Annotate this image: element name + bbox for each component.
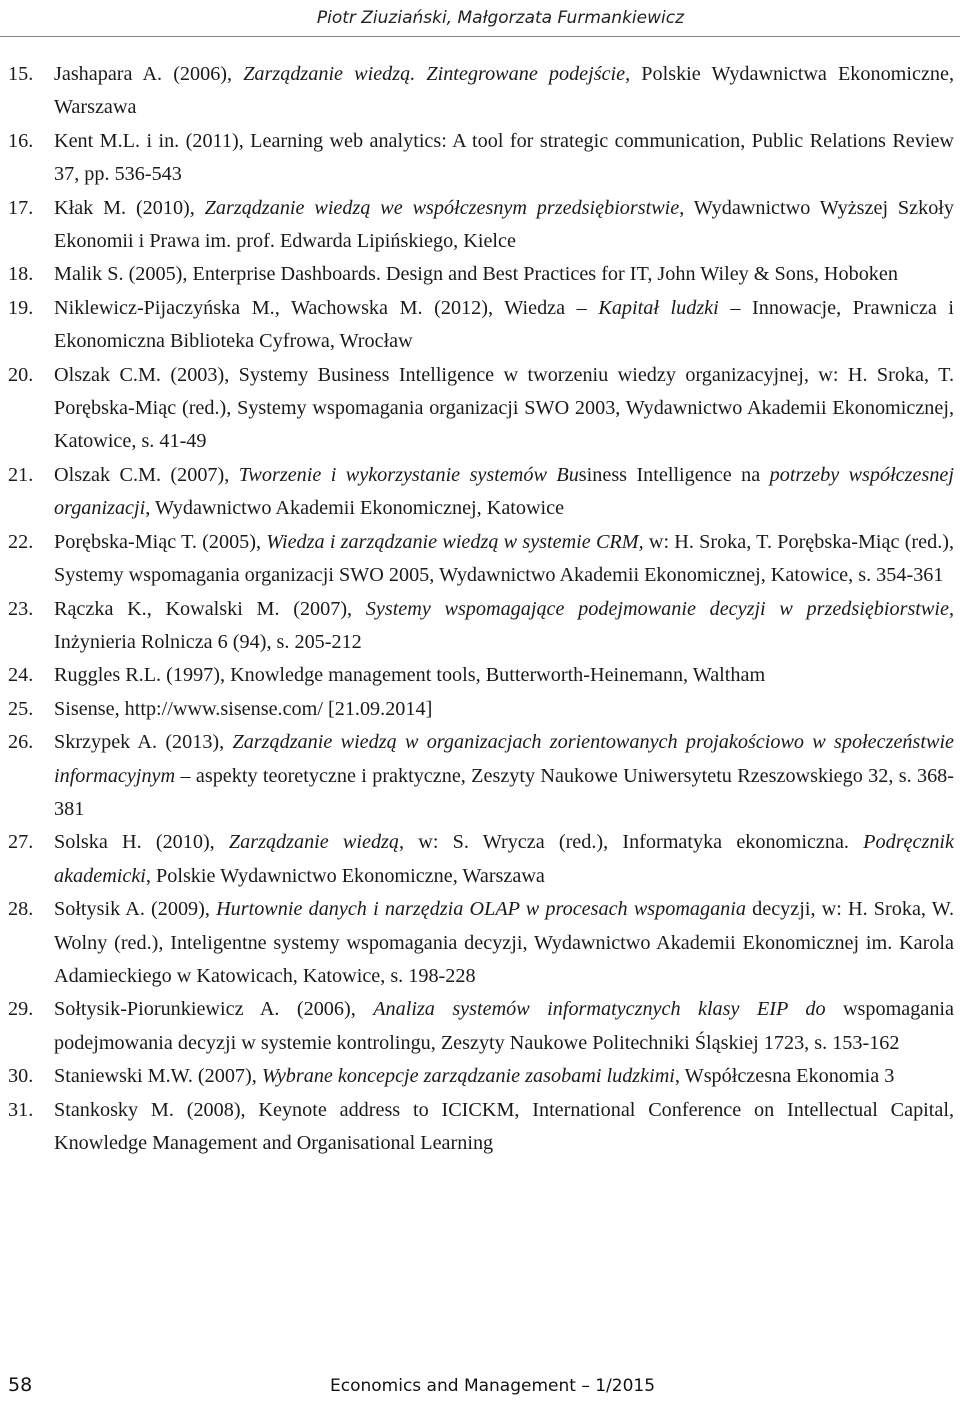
reference-item	[8, 893, 954, 993]
reference-title-italic: Zarządzanie wiedzą	[228, 831, 400, 854]
reference-text: Olszak C.M. (2007),	[54, 463, 239, 486]
reference-title-italic: Hurtownie danych i narzędzia OLAP w procesach wspomagania	[216, 898, 746, 921]
header-authors: Piotr Ziuziański, Małgorzata Furmankiewicz	[316, 8, 684, 28]
reference-number: 25.	[8, 697, 34, 720]
reference-item	[8, 659, 954, 692]
reference-number: 23.	[8, 597, 34, 620]
reference-number: 18.	[8, 263, 34, 286]
reference-text: , Polskie Wydawnictwa Ekonomiczne, Warszawa	[54, 63, 955, 119]
reference-item	[8, 1094, 954, 1161]
reference-text: , Inżynieria Rolnicza 6 (94), s. 205-212	[54, 597, 954, 653]
reference-text: , Wydawnictwo Wyższej Szkoły Ekonomii i Prawa im. prof. Edwarda Lipińskiego, Kielce	[54, 196, 954, 253]
reference-text: Skrzypek A. (2013),	[54, 731, 233, 754]
reference-number: 21.	[8, 463, 34, 486]
reference-text: w: H. Sroka, T. Porębska-Miąc (red.), Systemy wspomagania organizacji SWO 2005, Wydawnictwo Akademii Ekonomicznej, Katowice, s. 354-361	[54, 530, 955, 587]
reference-list	[8, 58, 954, 1160]
reference-text: , Wydawnictwo Akademii Ekonomicznej, Katowice	[145, 497, 565, 520]
reference-text: Malik S. (2005), Enterprise Dashboards. Design and Best Practices for IT, John Wiley & Sons, Hoboken	[54, 263, 898, 286]
reference-number: 20.	[8, 363, 34, 386]
reference-title-italic: Kapitał ludzki	[598, 296, 719, 319]
reference-title-italic: Systemy wspomagające podejmowanie decyzji w przedsiębiorstwie	[365, 597, 949, 620]
reference-title-italic: potrzeby współczesnej organizacji	[54, 463, 954, 520]
reference-item	[8, 993, 954, 1060]
page-number: 58	[8, 1374, 33, 1396]
reference-item	[8, 693, 954, 726]
reference-text: , Współczesna Ekonomia 3	[674, 1065, 895, 1088]
reference-item	[8, 526, 954, 593]
reference-text: Stankosky M. (2008), Keynote address to ICICKM, International Conference on Intellectual Capital, Knowledge Management and Organisational Learning	[54, 1098, 954, 1154]
reference-text: Solska H. (2010),	[54, 831, 229, 854]
reference-text: Sołtysik A. (2009),	[54, 898, 217, 921]
reference-item	[8, 593, 954, 660]
reference-number: 22.	[8, 530, 34, 553]
journal-title: Economics and Management – 1/2015	[330, 1376, 656, 1396]
reference-title-italic: Zarządzanie wiedzą w organizacjach zorientowanych projakościowo w społeczeństwie informacyjnym	[54, 731, 955, 787]
reference-text: – aspekty teoretyczne i praktyczne, Zeszyty Naukowe Uniwersytetu Rzeszowskiego 32, s. 368-381	[54, 764, 954, 820]
reference-text: Olszak C.M. (2003), Systemy Business Intelligence w tworzeniu wiedzy organizacyjnej, w: H. Sroka, T. Porębska-Miąc (red.), Systemy wspomagania organizacji SWO 2003, Wydawnictwo Akademii Ekonomicznej, Katowice, s. 41-49	[54, 363, 954, 453]
reference-item	[8, 359, 954, 459]
reference-item	[8, 58, 954, 125]
reference-text: Porębska-Miąc T. (2005),	[54, 530, 267, 553]
running-header	[0, 6, 960, 36]
reference-number: 26.	[8, 731, 34, 754]
reference-number: 19.	[8, 296, 34, 319]
reference-number: 28.	[8, 898, 34, 921]
reference-text: – Innowacje, Prawnicza i Ekonomiczna Biblioteka Cyfrowa, Wrocław	[54, 296, 954, 353]
reference-number: 24.	[8, 664, 34, 687]
reference-title-italic: Tworzenie i wykorzystanie systemów Bu	[238, 463, 579, 486]
reference-item	[8, 292, 954, 359]
reference-item	[8, 459, 954, 526]
reference-title-italic: Zarządzanie wiedzą we współczesnym przedsiębiorstwie	[204, 196, 680, 219]
reference-text: siness Intelligence na	[578, 463, 770, 486]
reference-item	[8, 726, 954, 826]
reference-item	[8, 1060, 954, 1093]
reference-text: Sołtysik-Piorunkiewicz A. (2006),	[54, 998, 374, 1021]
reference-number: 27.	[8, 831, 34, 854]
reference-item	[8, 192, 954, 259]
reference-text: Staniewski M.W. (2007),	[54, 1065, 262, 1088]
reference-title-italic: Wiedza i zarządzanie wiedzą w systemie CRM,	[266, 530, 644, 553]
reference-text: Sisense, http://www.sisense.com/ [21.09.2014]	[54, 697, 433, 720]
reference-text: , Polskie Wydawnictwo Ekonomiczne, Warszawa	[145, 864, 545, 887]
reference-text: , w: S. Wrycza (red.), Informatyka ekonomiczna.	[399, 831, 864, 854]
reference-text: decyzji, w: H. Sroka, W. Wolny (red.), Inteligentne systemy wspomagania decyzji, Wydawnictwo Akademii Ekonomicznej im. Karola Adamieckiego w Katowicach, Katowice, s. 198-228	[54, 898, 954, 987]
reference-item	[8, 258, 954, 291]
header-rule	[0, 36, 960, 37]
reference-title-italic: Zarządzanie wiedzą. Zintegrowane podejście	[243, 63, 626, 85]
reference-item	[8, 125, 954, 192]
reference-text: Jashapara A. (2006),	[54, 63, 244, 85]
reference-number: 17.	[8, 196, 34, 219]
reference-number: 15.	[8, 63, 34, 85]
reference-number: 30.	[8, 1065, 34, 1088]
reference-number: 29.	[8, 998, 34, 1021]
reference-text: Kent M.L. i in. (2011), Learning web analytics: A tool for strategic communication, Public Relations Review 37, pp. 536-543	[54, 129, 954, 186]
reference-number: 31.	[8, 1098, 34, 1121]
reference-text: wspomagania podejmowania decyzji w systemie kontrolingu, Zeszyty Naukowe Politechniki Śląskiej 1723, s. 153-162	[54, 998, 954, 1054]
reference-title-italic: Analiza systemów informatycznych klasy EIP do	[373, 998, 826, 1021]
reference-text: Rączka K., Kowalski M. (2007),	[54, 597, 366, 620]
reference-item	[8, 826, 954, 893]
reference-text: Ruggles R.L. (1997), Knowledge management tools, Butterworth-Heinemann, Waltham	[54, 664, 766, 687]
reference-text: Kłak M. (2010),	[54, 196, 205, 219]
reference-title-italic: Wybrane koncepcje zarządzanie zasobami ludzkimi	[261, 1065, 675, 1088]
page-footer	[8, 1374, 960, 1400]
reference-title-italic: Podręcznik akademicki	[54, 831, 954, 887]
reference-text: Niklewicz-Pijaczyńska M., Wachowska M. (2012), Wiedza –	[54, 296, 599, 319]
reference-number: 16.	[8, 129, 34, 152]
